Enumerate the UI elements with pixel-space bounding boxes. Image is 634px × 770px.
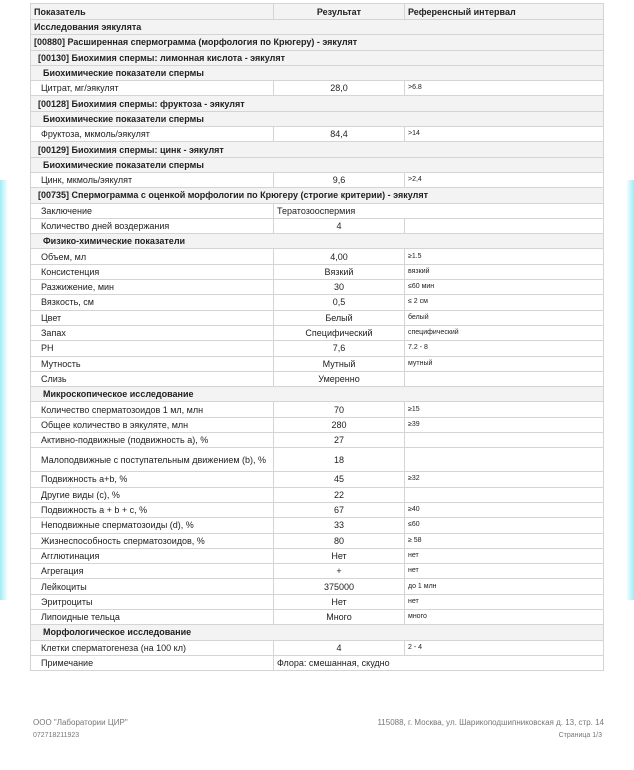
table-row bbox=[31, 533, 604, 548]
section-title: [00129] Биохимия спермы: цинк - эякулят bbox=[31, 142, 604, 157]
table-row bbox=[31, 402, 604, 417]
row-ref: ≥15 bbox=[405, 402, 604, 417]
row-result: 67 bbox=[274, 502, 405, 517]
table-row bbox=[31, 518, 604, 533]
table-row bbox=[31, 502, 604, 517]
table-header bbox=[31, 4, 604, 20]
row-result: 0,5 bbox=[274, 295, 405, 310]
row-result: Нет bbox=[274, 548, 405, 563]
row-name: Цинк, мкмоль/эякулят bbox=[31, 172, 274, 187]
row-ref: ≥39 bbox=[405, 417, 604, 432]
row-name: Липоидные тельца bbox=[31, 609, 274, 624]
table-row bbox=[31, 172, 604, 187]
header-result: Результат bbox=[274, 4, 405, 20]
section-row bbox=[31, 234, 604, 249]
table-row bbox=[31, 341, 604, 356]
row-ref: ≥32 bbox=[405, 472, 604, 487]
row-name: Жизнеспособность сперматозоидов, % bbox=[31, 533, 274, 548]
row-name: Клетки сперматогенеза (на 100 кл) bbox=[31, 640, 274, 655]
row-result: Белый bbox=[274, 310, 405, 325]
table-row bbox=[31, 433, 604, 448]
section-row bbox=[31, 20, 604, 35]
table-row bbox=[31, 594, 604, 609]
row-ref: специфический bbox=[405, 325, 604, 340]
section-row bbox=[31, 50, 604, 65]
row-ref: 2 - 4 bbox=[405, 640, 604, 655]
section-row bbox=[31, 387, 604, 402]
table-row bbox=[31, 609, 604, 624]
row-result: 9,6 bbox=[274, 172, 405, 187]
header-name: Показатель bbox=[31, 4, 274, 20]
row-name: Лейкоциты bbox=[31, 579, 274, 594]
row-result: Мутный bbox=[274, 356, 405, 371]
table-row bbox=[31, 472, 604, 487]
row-ref: нет bbox=[405, 594, 604, 609]
row-result: Тератозооспермия bbox=[274, 203, 604, 218]
section-title: Физико-химические показатели bbox=[31, 234, 604, 249]
row-result: 22 bbox=[274, 487, 405, 502]
section-title: Морфологическое исследование bbox=[31, 625, 604, 640]
row-name: Заключение bbox=[31, 203, 274, 218]
row-result: 4,00 bbox=[274, 249, 405, 264]
section-title: Микроскопическое исследование bbox=[31, 387, 604, 402]
row-ref: нет bbox=[405, 548, 604, 563]
row-name: Количество сперматозоидов 1 мл, млн bbox=[31, 402, 274, 417]
row-result: Вязкий bbox=[274, 264, 405, 279]
row-name: Подвижность a+b, % bbox=[31, 472, 274, 487]
table-row bbox=[31, 249, 604, 264]
row-name: Примечание bbox=[31, 655, 274, 670]
edge-glow-left bbox=[0, 180, 8, 600]
section-title: [00128] Биохимия спермы: фруктоза - эякулят bbox=[31, 96, 604, 111]
row-ref bbox=[405, 487, 604, 502]
row-ref: до 1 млн bbox=[405, 579, 604, 594]
row-name: Другие виды (c), % bbox=[31, 487, 274, 502]
section-row bbox=[31, 35, 604, 50]
row-result: 45 bbox=[274, 472, 405, 487]
section-row bbox=[31, 142, 604, 157]
row-ref: 7.2 - 8 bbox=[405, 341, 604, 356]
table-row bbox=[31, 548, 604, 563]
row-ref: ≤ 2 см bbox=[405, 295, 604, 310]
section-title: Биохимические показатели спермы bbox=[31, 111, 604, 126]
table-row bbox=[31, 264, 604, 279]
row-result: Флора: смешанная, скудно bbox=[274, 655, 604, 670]
footer-company: ООО "Лаборатории ЦИР" bbox=[33, 718, 128, 727]
row-result: 18 bbox=[274, 448, 405, 472]
row-name: Мутность bbox=[31, 356, 274, 371]
table-row bbox=[31, 640, 604, 655]
row-name: Объем, мл bbox=[31, 249, 274, 264]
section-row bbox=[31, 65, 604, 80]
row-result: 375000 bbox=[274, 579, 405, 594]
section-row bbox=[31, 625, 604, 640]
row-name: Цвет bbox=[31, 310, 274, 325]
table-row bbox=[31, 127, 604, 142]
section-row bbox=[31, 157, 604, 172]
table-row bbox=[31, 203, 604, 218]
edge-glow-right bbox=[626, 180, 634, 600]
row-result: 28,0 bbox=[274, 81, 405, 96]
table-row bbox=[31, 487, 604, 502]
row-name: Подвижность a + b + c, % bbox=[31, 502, 274, 517]
section-row bbox=[31, 188, 604, 203]
row-name: Вязкость, см bbox=[31, 295, 274, 310]
row-name: Количество дней воздержания bbox=[31, 218, 274, 233]
table-row bbox=[31, 564, 604, 579]
row-ref: нет bbox=[405, 564, 604, 579]
section-title: [00880] Расширенная спермограмма (морфология по Крюгеру) - эякулят bbox=[31, 35, 604, 50]
table-row bbox=[31, 218, 604, 233]
section-title: Биохимические показатели спермы bbox=[31, 65, 604, 80]
row-ref: ≥1.5 bbox=[405, 249, 604, 264]
section-title: [00735] Спермограмма с оценкой морфологии по Крюгеру (строгие критерии) - эякулят bbox=[31, 188, 604, 203]
row-ref: ≥ 58 bbox=[405, 533, 604, 548]
row-result: Нет bbox=[274, 594, 405, 609]
row-ref bbox=[405, 448, 604, 472]
row-ref: >2,4 bbox=[405, 172, 604, 187]
row-result: + bbox=[274, 564, 405, 579]
section-row bbox=[31, 111, 604, 126]
row-name: Фруктоза, мкмоль/эякулят bbox=[31, 127, 274, 142]
table-row bbox=[31, 325, 604, 340]
row-result: Умеренно bbox=[274, 371, 405, 386]
row-result: 70 bbox=[274, 402, 405, 417]
row-result: 4 bbox=[274, 218, 405, 233]
row-name: Разжижение, мин bbox=[31, 280, 274, 295]
row-name: Общее количество в эякуляте, млн bbox=[31, 417, 274, 432]
row-ref: много bbox=[405, 609, 604, 624]
table-row bbox=[31, 448, 604, 472]
row-name: Агрегация bbox=[31, 564, 274, 579]
row-name: Малоподвижные с поступательным движением (b), % bbox=[31, 448, 274, 472]
table-row bbox=[31, 356, 604, 371]
row-result: 27 bbox=[274, 433, 405, 448]
row-result: 84,4 bbox=[274, 127, 405, 142]
row-name: Запах bbox=[31, 325, 274, 340]
row-ref: вязкий bbox=[405, 264, 604, 279]
row-result: Много bbox=[274, 609, 405, 624]
table-row bbox=[31, 310, 604, 325]
section-row bbox=[31, 96, 604, 111]
section-title: Исследования эякулята bbox=[31, 20, 604, 35]
row-ref bbox=[405, 371, 604, 386]
table-row bbox=[31, 81, 604, 96]
table-row bbox=[31, 579, 604, 594]
row-name: Слизь bbox=[31, 371, 274, 386]
row-name: Эритроциты bbox=[31, 594, 274, 609]
row-ref bbox=[405, 218, 604, 233]
footer-code: 072718211923 bbox=[33, 732, 80, 739]
footer-page: Страница 1/3 bbox=[558, 732, 602, 739]
row-name: Агглютинация bbox=[31, 548, 274, 563]
row-result: 4 bbox=[274, 640, 405, 655]
row-result: 7,6 bbox=[274, 341, 405, 356]
row-ref: белый bbox=[405, 310, 604, 325]
row-name: Неподвижные сперматозоиды (d), % bbox=[31, 518, 274, 533]
row-ref: ≤60 мин bbox=[405, 280, 604, 295]
section-title: Биохимические показатели спермы bbox=[31, 157, 604, 172]
row-ref: ≤60 bbox=[405, 518, 604, 533]
row-ref bbox=[405, 433, 604, 448]
row-ref: >6.8 bbox=[405, 81, 604, 96]
table-row bbox=[31, 417, 604, 432]
table-row bbox=[31, 280, 604, 295]
row-name: PH bbox=[31, 341, 274, 356]
row-ref: ≥40 bbox=[405, 502, 604, 517]
row-result: 30 bbox=[274, 280, 405, 295]
header-ref: Референсный интервал bbox=[405, 4, 604, 20]
row-result: 33 bbox=[274, 518, 405, 533]
row-result: Специфический bbox=[274, 325, 405, 340]
footer-address: 115088, г. Москва, ул. Шарикоподшипниковская д. 13, стр. 14 bbox=[377, 718, 604, 727]
section-title: [00130] Биохимия спермы: лимонная кислота - эякулят bbox=[31, 50, 604, 65]
row-name: Активно-подвижные (подвижность a), % bbox=[31, 433, 274, 448]
row-ref: >14 bbox=[405, 127, 604, 142]
row-name: Цитрат, мг/эякулят bbox=[31, 81, 274, 96]
row-ref: мутный bbox=[405, 356, 604, 371]
results-table bbox=[30, 3, 604, 671]
table-row bbox=[31, 295, 604, 310]
row-result: 280 bbox=[274, 417, 405, 432]
row-name: Консистенция bbox=[31, 264, 274, 279]
table-row bbox=[31, 371, 604, 386]
row-result: 80 bbox=[274, 533, 405, 548]
table-row bbox=[31, 655, 604, 670]
